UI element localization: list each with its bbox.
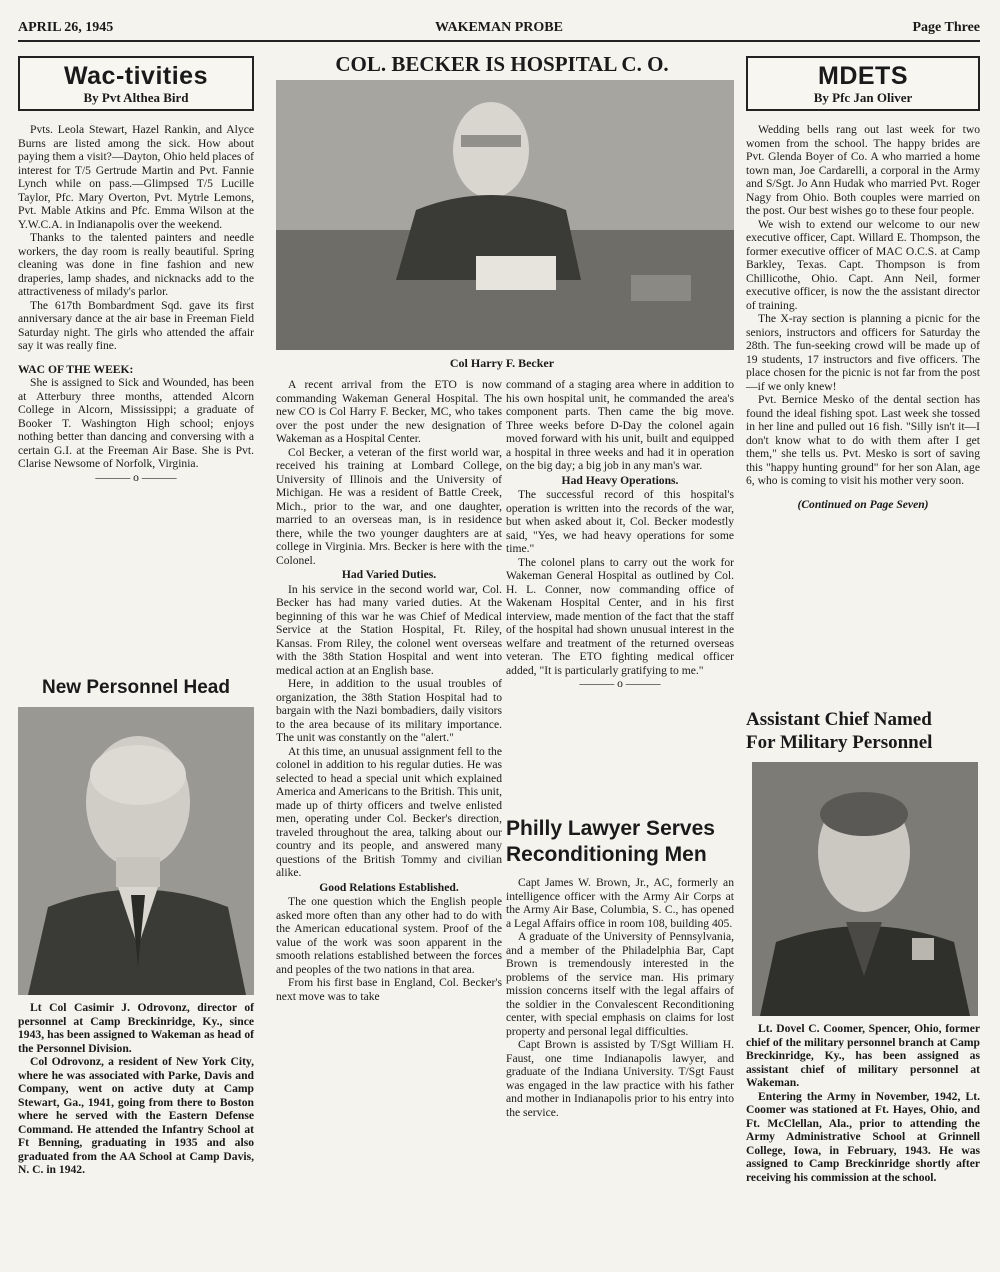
- becker-paragraph: At this time, an unusual assignment fell to the colonel in addition to his regular duties. He was selected to head a special unit which explained America and Americans to the British. This unit, made up of thirty officers and twelve enlisted men, operating under Col. Becker's direction, traveled throughout the area, talking about our country and its people, and answered many questions of the British Tommy and civilian alike.: [276, 744, 502, 879]
- becker-paragraph: command of a staging area where in addition to his own hospital unit, he commanded the area's component parts. Then came the big move. Three weeks before D-Day the colonel again moved forward with his unit, built and equipped a hospital in three weeks and had it in operation on the big day; a big job in any man's war.: [506, 378, 734, 472]
- wactivities-body: [18, 123, 254, 484]
- becker-paragraph: From his first base in England, Col. Becker's next move was to take: [276, 976, 502, 1003]
- becker-paragraph: The one question which the English people asked more often than any other had to do with the American educational system. Proof of the value of the work was soon apparent in the smooth relations established between the forces and peoples of the two nations in that area.: [276, 895, 502, 976]
- philly-paragraph: Capt Brown is assisted by T/Sgt William H. Faust, one time Indianapolis lawyer, and graduate of the Indiana University. T/Sgt Faust was engaged in the law practice with his father and mother in Indianapolis prior to his entry into the service.: [506, 1038, 734, 1119]
- philly-body: [506, 876, 734, 1119]
- personnel-body: [18, 1001, 254, 1177]
- becker-headline: COL. BECKER IS HOSPITAL C. O.: [335, 52, 669, 76]
- wactivities-paragraph: Thanks to the talented painters and needle workers, the day room is really beautiful. Spring cleaning was done in fine fashion and new draperies, lamp shades, and nicknacks add to the attractiveness of milady's parlor.: [18, 231, 254, 298]
- wactivities-paragraph: Pvts. Leola Stewart, Hazel Rankin, and Alyce Burns are listed among the sick. How about paying them a visit?—Dayton, Ohio held places of interest for T/5 Gertrude Martin and Pvt. Fannie Lynch while on pass.—Glimpsed T/5 Lucille Taylor, Pfc. Mary Overton, Pvt. Mytrle Lemons, Pvt. Mable Atkins and Pfc. Emma Wilson at the Y.W.C.A. in Indianapolis over the weekend.: [18, 123, 254, 231]
- coomer-photo: [752, 762, 978, 1016]
- mdets-continued-note: (Continued on Page Seven): [797, 497, 929, 511]
- philly-headline-line-1: Philly Lawyer Serves: [506, 817, 715, 840]
- assistant-paragraph: Entering the Army in November, 1942, Lt. Coomer was stationed at Ft. Hayes, Ohio, and Ft. McClellan, Ala., prior to attending the Army Administrative School at Grinnell College, Iowa, in February, 1943. He was assigned to Camp Breckinridge shortly after receiving his commission at the school.: [746, 1089, 980, 1184]
- masthead: [18, 18, 980, 42]
- mdets-paragraph: Pvt. Bernice Mesko of the dental section has found the ideal fishing spot. Last week she tossed in her line and pulled out 16 fish. "Silly isn't it—I don't know what to do with them after I get them," she tells us. Pvt. Mesko is sort of saving this "happy hunting ground" for her son Alan, age 6, who is coming to visit his mother very soon.: [746, 393, 980, 487]
- section-divider: ——— o ———: [95, 470, 177, 484]
- wac-of-week-text: She is assigned to Sick and Wounded, has been at Atterbury three months, attended Alcorn College in Alcorn, Mississippi; a graduate of Booker T. Washington High school; enjoys nothing better than dancing and conversing with a certain G.I. at the Freeman Air Base. She is Pvt. Clarise Newsome of Norfolk, Virginia.: [18, 376, 254, 470]
- wactivities-byline: By Pvt Althea Bird: [83, 90, 189, 105]
- becker-column-a: [276, 378, 502, 1003]
- left-column: [18, 52, 254, 1176]
- assistant-article: [746, 708, 980, 1184]
- becker-paragraph: Col Becker, a veteran of the first world war, received his training at Lombard College, University of Illinois and the University of Michigan. He was a resident of Battle Creek, Mich., prior to the war, and one daughter, married to an overseas man, is in residence there, while the two younger daughters are at college in Virginia. Mrs. Becker is here with the Colonel.: [276, 445, 502, 567]
- assistant-headline: [746, 708, 980, 754]
- section-divider: ——— o ———: [579, 677, 661, 690]
- wactivities-paragraph: The 617th Bombardment Sqd. gave its first anniversary dance at the air base in Freeman Field Saturday night. The girls who attended the affair say it was really fine.: [18, 298, 254, 352]
- right-column: [746, 52, 980, 1184]
- assistant-headline-line-1: Assistant Chief Named: [746, 709, 932, 730]
- philly-headline-line-2: Reconditioning Men: [506, 843, 707, 866]
- philly-paragraph: Capt James W. Brown, Jr., AC, formerly an intelligence officer with the Army Air Corps at the Army Air Base, Columbia, S. C., has opened a Legal Affairs office in room 108, building 405.: [506, 876, 734, 930]
- becker-paragraph: A recent arrival from the ETO is now commanding Wakeman General Hospital. The new CO is Col Harry F. Becker, MC, who takes over the post under the new designation of Wakeman as a Hospital Center.: [276, 378, 502, 445]
- mdets-body: [746, 123, 980, 488]
- mdets-paragraph: We wish to extend our welcome to our new executive officer, Capt. Willard E. Thompson, the former executive officer of MAC O.C.S. at Camp Barkley, Texas. Capt. Thompson is from Chillicothe, Ohio. Capt. Ann Neil, former executive officer, is now the the assistant director of training.: [746, 217, 980, 312]
- philly-paragraph: A graduate of the University of Pennsylvania, and a member of the Philadelphia Bar, Capt Brown is tremendously interested in the problems of the service man. His primary mission concerns itself with the legal affairs of the soldier in the Convalescent Reconditioning center, with special emphasis on claims for lost property and personal legal difficulties.: [506, 930, 734, 1038]
- masthead-title: WAKEMAN PROBE: [435, 20, 563, 35]
- wactivities-title: Wac-tivities: [63, 62, 208, 90]
- becker-caption: Col Harry F. Becker: [449, 356, 555, 370]
- assistant-caption: Lt. Dovel C. Coomer, Spencer, Ohio, former chief of the military personnel branch at Camp Breckinridge, Ky., has been assigned as assistant chief of military personnel at Wakeman.: [746, 1022, 980, 1089]
- becker-paragraph: Here, in addition to the usual troubles of organization, the 38th Station Hospital had to bargain with the Nazi bombadiers, daily visitors to the area because of its military importance. The unit was constantly on the "alert.": [276, 677, 502, 744]
- personnel-caption: Lt Col Casimir J. Odrovonz, director of personnel at Camp Breckinridge, Ky., since 1943, has been assigned to Wakeman as head of the Personnel Division.: [18, 1001, 254, 1055]
- becker-paragraph: In his service in the second world war, Col. Becker has had many varied duties. At the beginning of this war he was Chief of Medical Service at the Station Hospital, Ft. Riley, Kansas. From Riley, the colonel went overseas with the 38th Station Hospital and went into medical action at an English base.: [276, 582, 502, 677]
- personnel-headline: New Personnel Head: [42, 677, 230, 698]
- mdets-title: MDETS: [818, 62, 908, 90]
- becker-paragraph: The colonel plans to carry out the work for Wakeman General Hospital as outlined by Col. H. L. Conner, now commanding office of Wakenam Hospital Center, and in his first interview, made mention of the fact that the staff of the hospital had shown unusual interest in the welfare and treatment of the returned overseas veteran. The ETO fighting medical officer added, "It is particularly gratifying to me.": [506, 555, 734, 677]
- philly-headline: [506, 816, 734, 868]
- becker-photo: [276, 80, 734, 350]
- assistant-body: [746, 1022, 980, 1184]
- becker-subhead: Good Relations Established.: [319, 880, 459, 894]
- mdets-paragraph: The X-ray section is planning a picnic for the seniors, instructors and officers for Saturday the 28th. The fun-seeking crowd will be made up of 19 students, 17 instructors and five officers. The place chosen for the picnic is not far from the post—if we only knew!: [746, 312, 980, 393]
- middle-column: [262, 52, 742, 1119]
- mdets-paragraph: Wedding bells rang out last week for two women from the school. The happy brides are Pvt. Glenda Boyer of Co. A who married a home town man, Joe Cardarelli, a corporal in the Army and S/Sgt. Jo Ann Hudak who married Pvt. Roger Nagy from Ohio. Both couples were married on the post. Our best wishes go to these four people.: [746, 123, 980, 217]
- philly-article: [506, 816, 734, 1119]
- wac-of-week-label: WAC OF THE WEEK:: [18, 362, 134, 376]
- assistant-headline-line-2: For Military Personnel: [746, 732, 933, 753]
- mdets-byline: By Pfc Jan Oliver: [813, 90, 913, 105]
- becker-subhead: Had Heavy Operations.: [561, 473, 679, 487]
- wactivities-header: [18, 56, 254, 111]
- odrovonz-photo: [18, 707, 254, 995]
- becker-subhead: Had Varied Duties.: [341, 568, 437, 581]
- masthead-date: APRIL 26, 1945: [18, 20, 114, 35]
- personnel-paragraph: Col Odrovonz, a resident of New York City, where he was associated with Parke, Davis and Company, went on active duty at Camp Stewart, Ga., 1941, going from there to Boston where he served with the Eastern Defense Command. He attended the Infantry School at Ft Benning, graduating in 1935 and also graduated from the AA School at Camp Davis, N. C. in 1942.: [18, 1055, 254, 1176]
- personnel-article: [18, 676, 254, 1177]
- becker-paragraph: The successful record of this hospital's operation is written into the records of the war, but when asked about it, Col. Becker modestly said, "Yes, we had heavy operations for some time.": [506, 488, 734, 555]
- becker-column-b: [506, 378, 734, 691]
- masthead-page-number: Page Three: [912, 20, 980, 35]
- mdets-header: [746, 56, 980, 111]
